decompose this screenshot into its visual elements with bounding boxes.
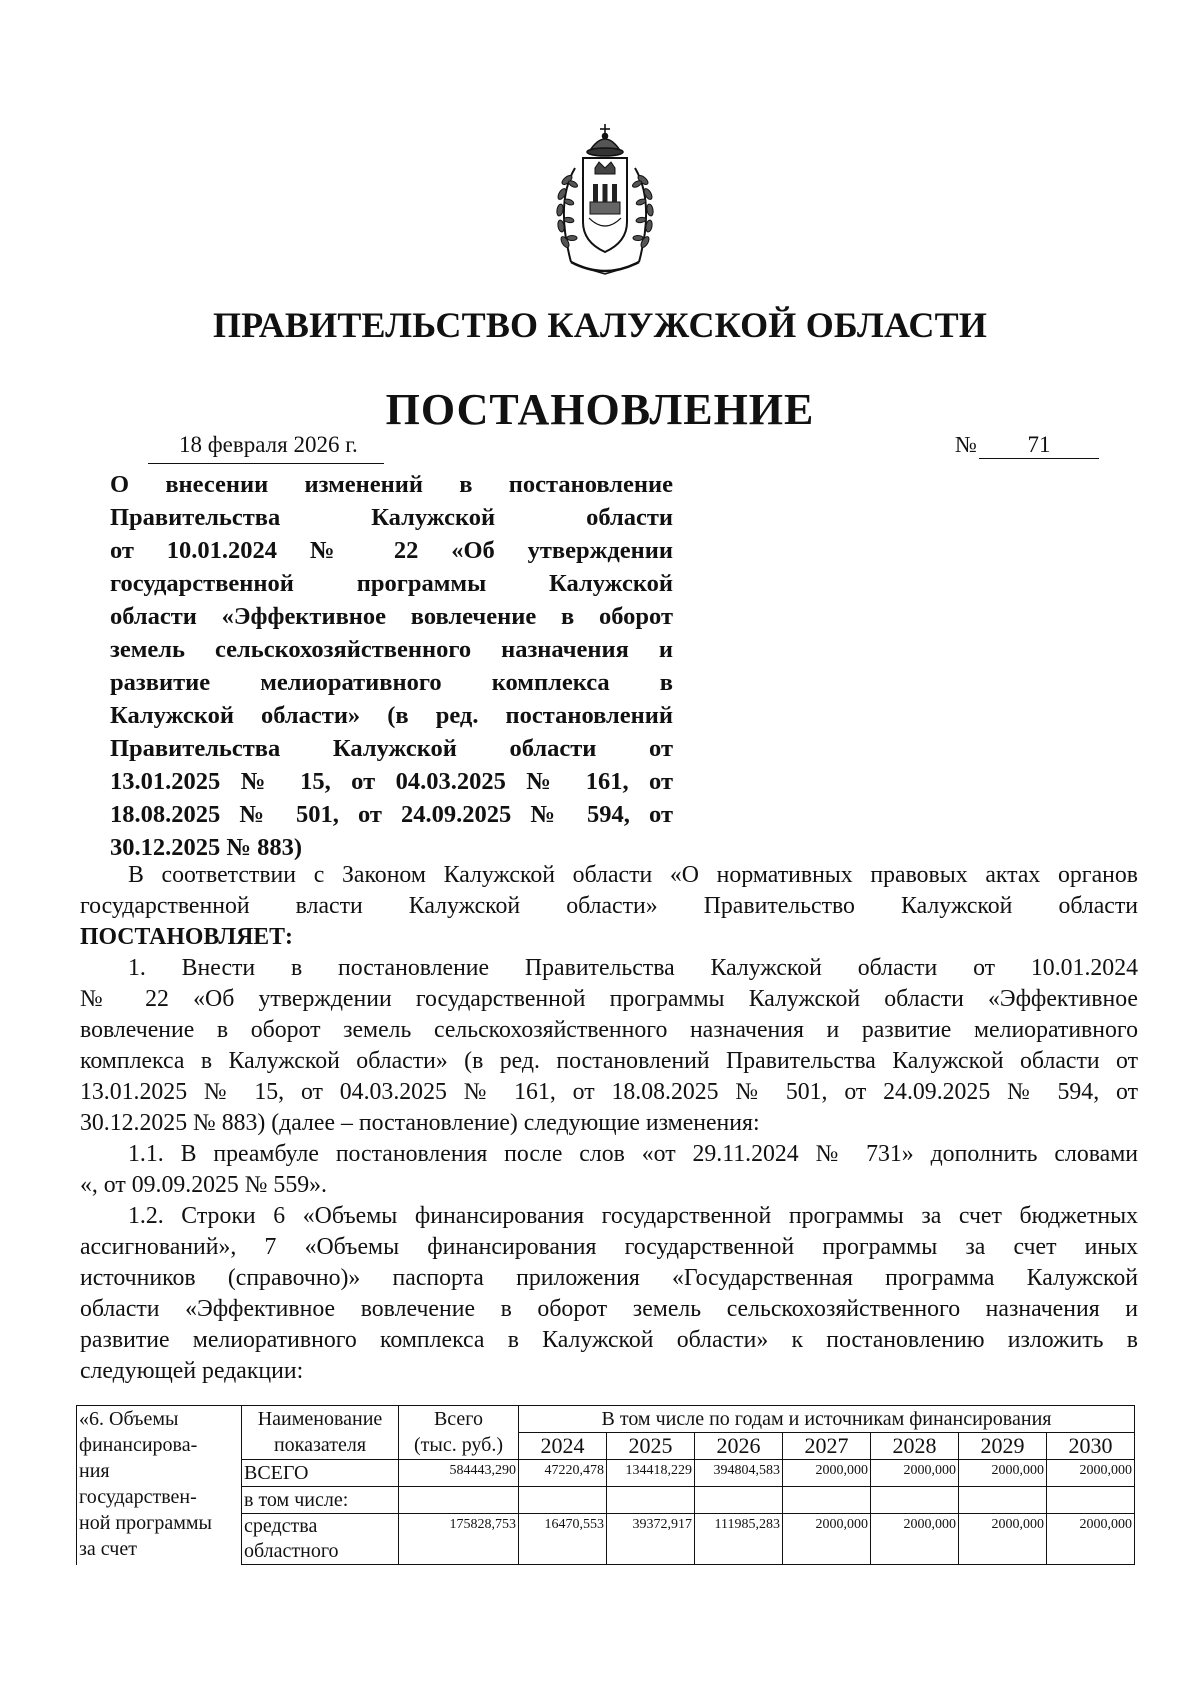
indicator-header-line: показателя: [273, 1434, 367, 1456]
document-number: 71: [979, 432, 1099, 459]
value-cell: 39372,917: [607, 1514, 695, 1565]
resolution-title: [110, 468, 673, 864]
indicator-cell: ВСЕГО: [242, 1460, 399, 1487]
year-header: 2028: [871, 1433, 959, 1460]
document-type-title: ПОСТАНОВЛЕНИЕ: [385, 385, 815, 434]
total-header: [399, 1406, 519, 1460]
year-header: 2025: [607, 1433, 695, 1460]
item-1-line: 1. Внести в постановление Правительства Калужской области от 10.01.2024: [128, 955, 1138, 981]
item-1-2-line: ассигнований», 7 «Объемы финансирования государственной программы за счет иных: [80, 1234, 1138, 1260]
item-1-1-line: «, от 09.09.2025 № 559».: [80, 1172, 327, 1198]
item-1-line: 30.12.2025 № 883) (далее – постановление) следующие изменения:: [80, 1110, 760, 1136]
row-label-cell: [77, 1406, 242, 1565]
item-1-line: № 22 «Об утверждении государственной программы Калужской области «Эффективное: [80, 986, 1138, 1012]
value-cell: [695, 1487, 783, 1514]
coat-of-arms-emblem: [545, 122, 665, 278]
value-cell: 47220,478: [519, 1460, 607, 1487]
indicator-header-line: Наименование: [257, 1408, 383, 1430]
title-line: от 10.01.2024 № 22 «Об утверждении: [110, 537, 673, 564]
item-1-1-line: 1.1. В преамбуле постановления после слов «от 29.11.2024 № 731» дополнить словами: [128, 1141, 1138, 1167]
value-cell: [871, 1487, 959, 1514]
value-cell: 16470,553: [519, 1514, 607, 1565]
preamble-line: В соответствии с Законом Калужской области «О нормативных правовых актах органов: [128, 862, 1138, 888]
indicator-header: [242, 1406, 399, 1460]
title-line: Правительства Калужской области от: [110, 735, 673, 762]
value-cell: [519, 1487, 607, 1514]
item-1-2-line: следующей редакции:: [80, 1358, 304, 1384]
row-label-line: ния: [79, 1460, 110, 1482]
value-cell: 134418,229: [607, 1460, 695, 1487]
value-cell: 111985,283: [695, 1514, 783, 1565]
total-cell: 584443,290: [399, 1460, 519, 1487]
year-header: 2026: [695, 1433, 783, 1460]
financing-table: [76, 1405, 1135, 1565]
number-sign: №: [955, 432, 977, 457]
value-cell: [783, 1487, 871, 1514]
year-header: 2030: [1047, 1433, 1135, 1460]
title-line: земель сельскохозяйственного назначения и: [110, 636, 673, 663]
indicator-cell: в том числе:: [242, 1487, 399, 1514]
value-cell: 2000,000: [783, 1460, 871, 1487]
title-line: государственной программы Калужской: [110, 570, 673, 597]
item-1-2-line: развитие мелиоративного комплекса в Калужской области» к постановлению изложить в: [80, 1327, 1138, 1353]
years-group-header: В том числе по годам и источникам финансирования: [519, 1406, 1135, 1433]
item-1-line: комплекса в Калужской области» (в ред. постановлений Правительства Калужской области от: [80, 1048, 1138, 1074]
value-cell: [959, 1487, 1047, 1514]
document-date: 18 февраля 2026 г.: [148, 432, 384, 464]
year-header: 2029: [959, 1433, 1047, 1460]
row-label-line: государствен-: [79, 1486, 197, 1508]
item-1-line: вовлечение в оборот земель сельскохозяйственного назначения и развитие мелиоративного: [80, 1017, 1138, 1043]
value-cell: 2000,000: [871, 1514, 959, 1565]
total-cell: [399, 1487, 519, 1514]
resolves-heading: ПОСТАНОВЛЯЕТ:: [80, 924, 293, 950]
total-cell: 175828,753: [399, 1514, 519, 1565]
value-cell: 2000,000: [783, 1514, 871, 1565]
row-label-line: финансирова-: [79, 1434, 198, 1456]
title-line: Калужской области» (в ред. постановлений: [110, 702, 673, 729]
preamble-line: государственной власти Калужской области» Правительство Калужской области: [80, 893, 1138, 919]
row-label-line: ной программы: [79, 1512, 212, 1534]
total-header-line: (тыс. руб.): [413, 1434, 504, 1456]
body-text: [80, 860, 1138, 1387]
title-line: 18.08.2025 № 501, от 24.09.2025 № 594, от: [110, 801, 673, 828]
value-cell: [607, 1487, 695, 1514]
organization-title: ПРАВИТЕЛЬСТВО КАЛУЖСКОЙ ОБЛАСТИ: [212, 305, 988, 345]
value-cell: 394804,583: [695, 1460, 783, 1487]
row-label-line: «6. Объемы: [79, 1408, 179, 1430]
row-label-line: за счет: [79, 1538, 137, 1560]
total-header-line: Всего: [433, 1408, 484, 1430]
value-cell: 2000,000: [1047, 1514, 1135, 1565]
value-cell: [1047, 1487, 1135, 1514]
item-1-line: 13.01.2025 № 15, от 04.03.2025 № 161, от 18.08.2025 № 501, от 24.09.2025 № 594, от: [80, 1079, 1138, 1105]
title-line: развитие мелиоративного комплекса в: [110, 669, 673, 696]
year-header: 2024: [519, 1433, 607, 1460]
value-cell: 2000,000: [959, 1514, 1047, 1565]
value-cell: 2000,000: [871, 1460, 959, 1487]
title-line: О внесении изменений в постановление: [110, 471, 673, 498]
title-line: 13.01.2025 № 15, от 04.03.2025 № 161, от: [110, 768, 673, 795]
document-number-block: [955, 432, 1099, 464]
title-line: 30.12.2025 № 883): [110, 834, 303, 861]
year-header: 2027: [783, 1433, 871, 1460]
title-line: Правительства Калужской области: [110, 504, 673, 531]
item-1-2-line: источников (справочно)» паспорта приложения «Государственная программа Калужской: [80, 1265, 1138, 1291]
item-1-2-line: области «Эффективное вовлечение в оборот земель сельскохозяйственного назначения и: [80, 1296, 1138, 1322]
item-1-2-line: 1.2. Строки 6 «Объемы финансирования государственной программы за счет бюджетных: [128, 1203, 1138, 1229]
value-cell: 2000,000: [959, 1460, 1047, 1487]
indicator-cell: средства областного: [242, 1514, 399, 1565]
title-line: области «Эффективное вовлечение в оборот: [110, 603, 673, 630]
value-cell: 2000,000: [1047, 1460, 1135, 1487]
